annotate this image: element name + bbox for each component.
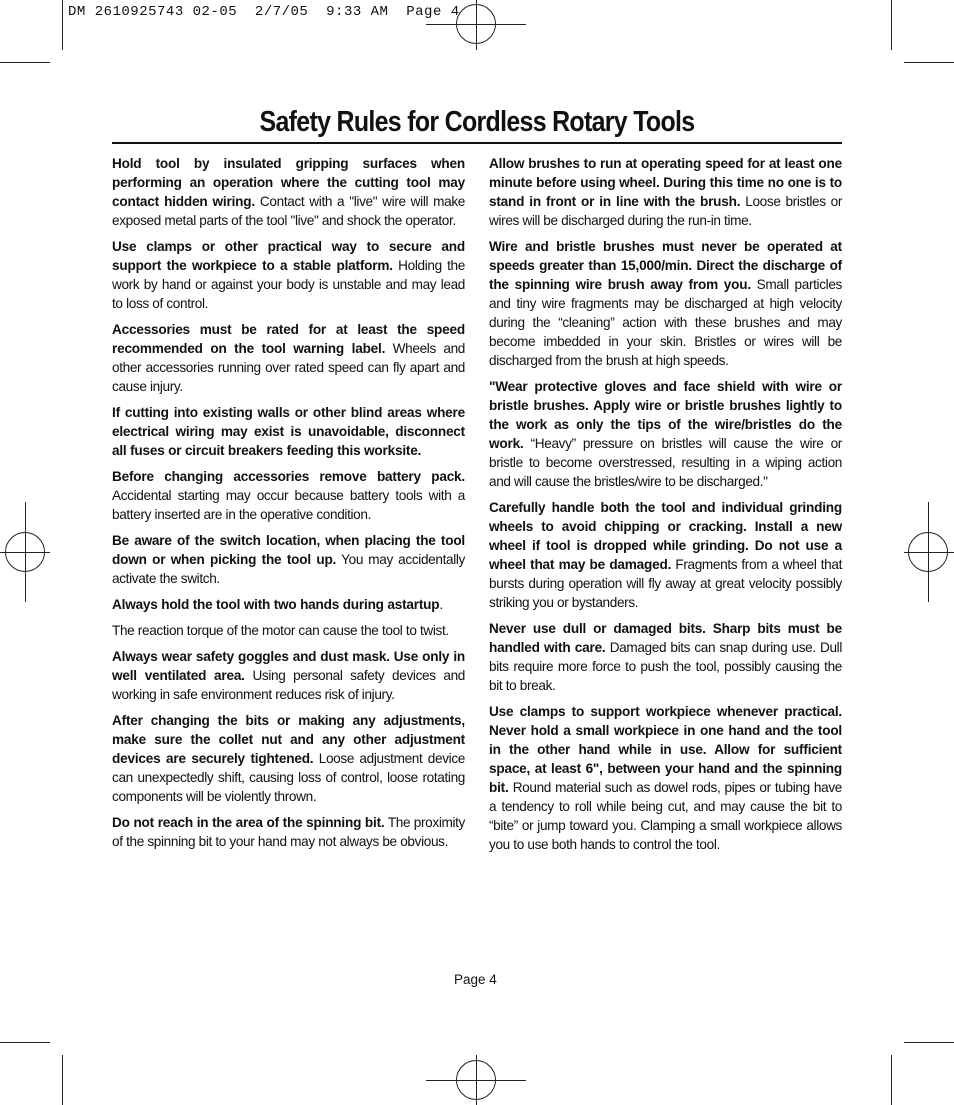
- safety-rule: Wire and bristle brushes must never be operated at speeds greater than 15,000/min. Direct the discharge of the spinning wire brush away from you. Small particles and tiny wire fragments may be discharged at high velocity during the “cleaning” action with these brushes and may become imbedded in your skin. Bristles or wires will be discharged from the brush at high speeds.: [489, 239, 842, 368]
- safety-rule: Use clamps or other practical way to secure and support the workpiece to a stable platform. Holding the work by hand or against your body is unstable and may lead to loss of control.: [112, 239, 465, 311]
- safety-rule: If cutting into existing walls or other blind areas where electrical wiring may exist is unavoidable, disconnect all fuses or circuit breakers feeding this worksite.: [112, 405, 465, 458]
- page-number: Page 4: [454, 972, 497, 987]
- safety-rule: Be aware of the switch location, when placing the tool down or when picking the tool up. You may accidentally activate the switch.: [112, 533, 465, 586]
- right-column: [489, 154, 842, 861]
- safety-rule: After changing the bits or making any adjustments, make sure the collet nut and any other adjustment devices are securely tightened. Loose adjustment device can unexpectedly shift, causing loss of control, loose rotating components will be violently thrown.: [112, 713, 465, 804]
- safety-rule: Use clamps to support workpiece whenever practical. Never hold a small workpiece in one hand and the tool in the other hand while in use. Allow for sufficient space, at least 6", between your hand and the spinning bit. Round material such as dowel rods, pipes or tubing have a tendency to roll while being cut, and may cause the bit to “bite” or jump toward you. Clamping a small workpiece allows you to use both hands to control the tool.: [489, 704, 842, 852]
- page-title: Safety Rules for Cordless Rotary Tools: [259, 106, 695, 138]
- safety-rule: Hold tool by insulated gripping surfaces when performing an operation where the cutting tool may contact hidden wiring. Contact with a "live" wire will make exposed metal parts of the tool "live" and shock the operator.: [112, 156, 465, 228]
- safety-rule: Carefully handle both the tool and individual grinding wheels to avoid chipping or cracking. Install a new wheel if tool is dropped while grinding. Do not use a wheel that may be damaged. Fragments from a wheel that bursts during operation will fly away at great velocity possibly striking you or bystanders.: [489, 500, 842, 610]
- safety-rule: Before changing accessories remove battery pack. Accidental starting may occur because battery tools with a battery inserted are in the operative condition.: [112, 469, 465, 522]
- safety-rule: Accessories must be rated for at least the speed recommended on the tool warning label. Wheels and other accessories running over rated speed can fly apart and cause injury.: [112, 322, 466, 394]
- safety-rule: Never use dull or damaged bits. Sharp bits must be handled with care. Damaged bits can snap during use. Dull bits require more force to push the tool, possibly causing the bit to break.: [489, 621, 842, 693]
- safety-rule: Always wear safety goggles and dust mask. Use only in well ventilated area. Using personal safety devices and working in safe environment reduces risk of injury.: [112, 649, 465, 702]
- registration-target-icon: [908, 532, 948, 572]
- safety-rule: Always hold the tool with two hands during astartup.: [112, 597, 443, 612]
- registration-target-icon: [5, 532, 45, 572]
- safety-rule: The reaction torque of the motor can cause the tool to twist.: [112, 623, 449, 638]
- print-header: DM 2610925743 02-05 2/7/05 9:33 AM Page 4: [68, 4, 460, 20]
- registration-target-icon: [456, 4, 496, 44]
- safety-rule: Allow brushes to run at operating speed for at least one minute before using wheel. During this time no one is to stand in front or in line with the brush. Loose bristles or wires will be discharged during the run-in time.: [489, 156, 842, 228]
- safety-rule: Do not reach in the area of the spinning bit. The proximity of the spinning bit to your hand may not always be obvious.: [112, 815, 466, 849]
- left-column: [112, 154, 465, 858]
- safety-rule: "Wear protective gloves and face shield with wire or bristle brushes. Apply wire or bristle brushes lightly to the work as only the tips of the wire/bristles do the work. “Heavy” pressure on bristles will cause the wire or bristle to become overstressed, resulting in a wiping action and will cause the bristles/wire to be discharged.": [489, 379, 842, 489]
- registration-target-icon: [456, 1060, 496, 1100]
- title-divider: [112, 142, 842, 144]
